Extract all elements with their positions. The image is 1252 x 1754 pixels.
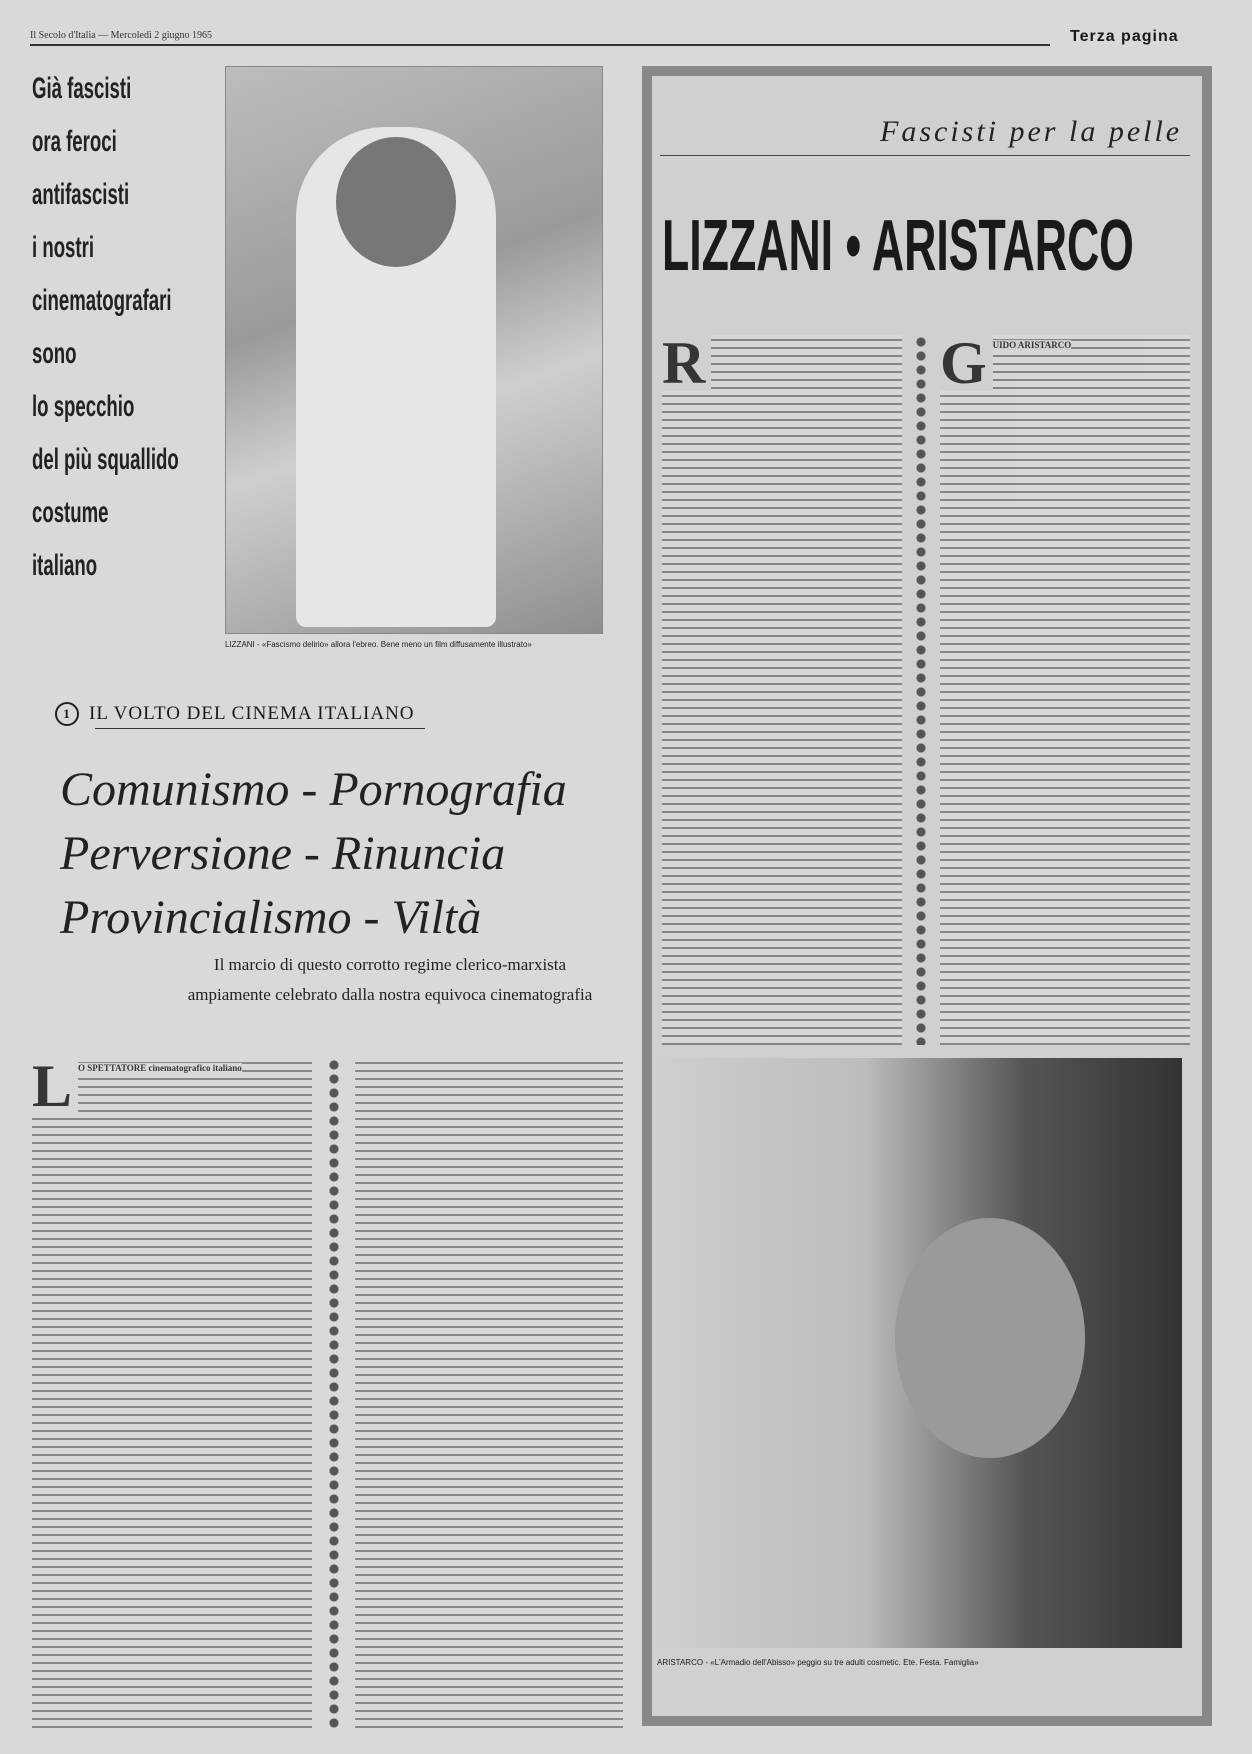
column-divider-dots xyxy=(325,1058,343,1730)
photo-caption: ARISTARCO - «L'Armadio dell'Abisso» peggio su tre adulti cosmetic. Ete. Festa. Famiglia» xyxy=(657,1658,979,1667)
kicker-rule xyxy=(660,155,1190,156)
masthead-date: Il Secolo d'Italia — Mercoledì 2 giugno 1965 xyxy=(30,30,213,41)
headline-line: i nostri xyxy=(32,231,95,264)
headline-line: antifascisti xyxy=(32,178,130,211)
article-column xyxy=(940,330,1190,1045)
subtitle-line: ampiamente celebrato dalla nostra equivoca cinematografia xyxy=(187,985,593,1004)
article-lead: UIDO ARISTARCO xyxy=(992,340,1072,350)
article-column xyxy=(355,1058,623,1730)
photo-aristarco xyxy=(655,1058,1182,1648)
left-headline xyxy=(32,62,218,592)
section-rule xyxy=(95,728,425,729)
column-divider-dots xyxy=(912,335,930,1045)
photo-lizzani xyxy=(225,66,603,634)
section-title: IL VOLTO DEL CINEMA ITALIANO xyxy=(89,703,415,724)
article-column xyxy=(32,1053,312,1730)
subtitle xyxy=(130,950,650,1010)
headline-line: cinematografari xyxy=(32,284,172,317)
headline-line: Già fascisti xyxy=(32,72,132,105)
headline-line: lo specchio xyxy=(32,390,135,423)
photo-caption: LIZZANI - «Fascismo delirio» allora l'ebreo. Bene meno un film diffusamente illustrato» xyxy=(225,640,532,649)
section-heading xyxy=(55,702,415,726)
article-lead: O SPETTATORE cinematografico italiano xyxy=(78,1063,242,1073)
headline-line: italiano xyxy=(32,549,98,582)
subtitle-line: Il marcio di questo corrotto regime clerico-marxista xyxy=(213,955,567,974)
headline-line: costume xyxy=(32,496,109,529)
drop-cap: R xyxy=(662,335,711,391)
main-headline: Perversione - Rinuncia xyxy=(60,827,506,880)
header-rule xyxy=(30,44,1050,46)
article-column xyxy=(662,330,902,1045)
article-kicker: Fascisti per la pelle xyxy=(880,115,1183,148)
section-number: 1 xyxy=(55,702,79,726)
page-section-label: Terza pagina xyxy=(1070,28,1179,45)
drop-cap: L xyxy=(32,1058,78,1114)
article-title: LIZZANI • ARISTARCO xyxy=(662,206,1134,286)
main-headline: Provincialismo - Viltà xyxy=(60,891,482,944)
drop-cap: G xyxy=(940,335,993,391)
headline-line: ora feroci xyxy=(32,125,117,158)
main-headline: Comunismo - Pornografia xyxy=(60,763,567,816)
headline-line: sono xyxy=(32,337,77,370)
headline-line: del più squallido xyxy=(32,443,179,476)
